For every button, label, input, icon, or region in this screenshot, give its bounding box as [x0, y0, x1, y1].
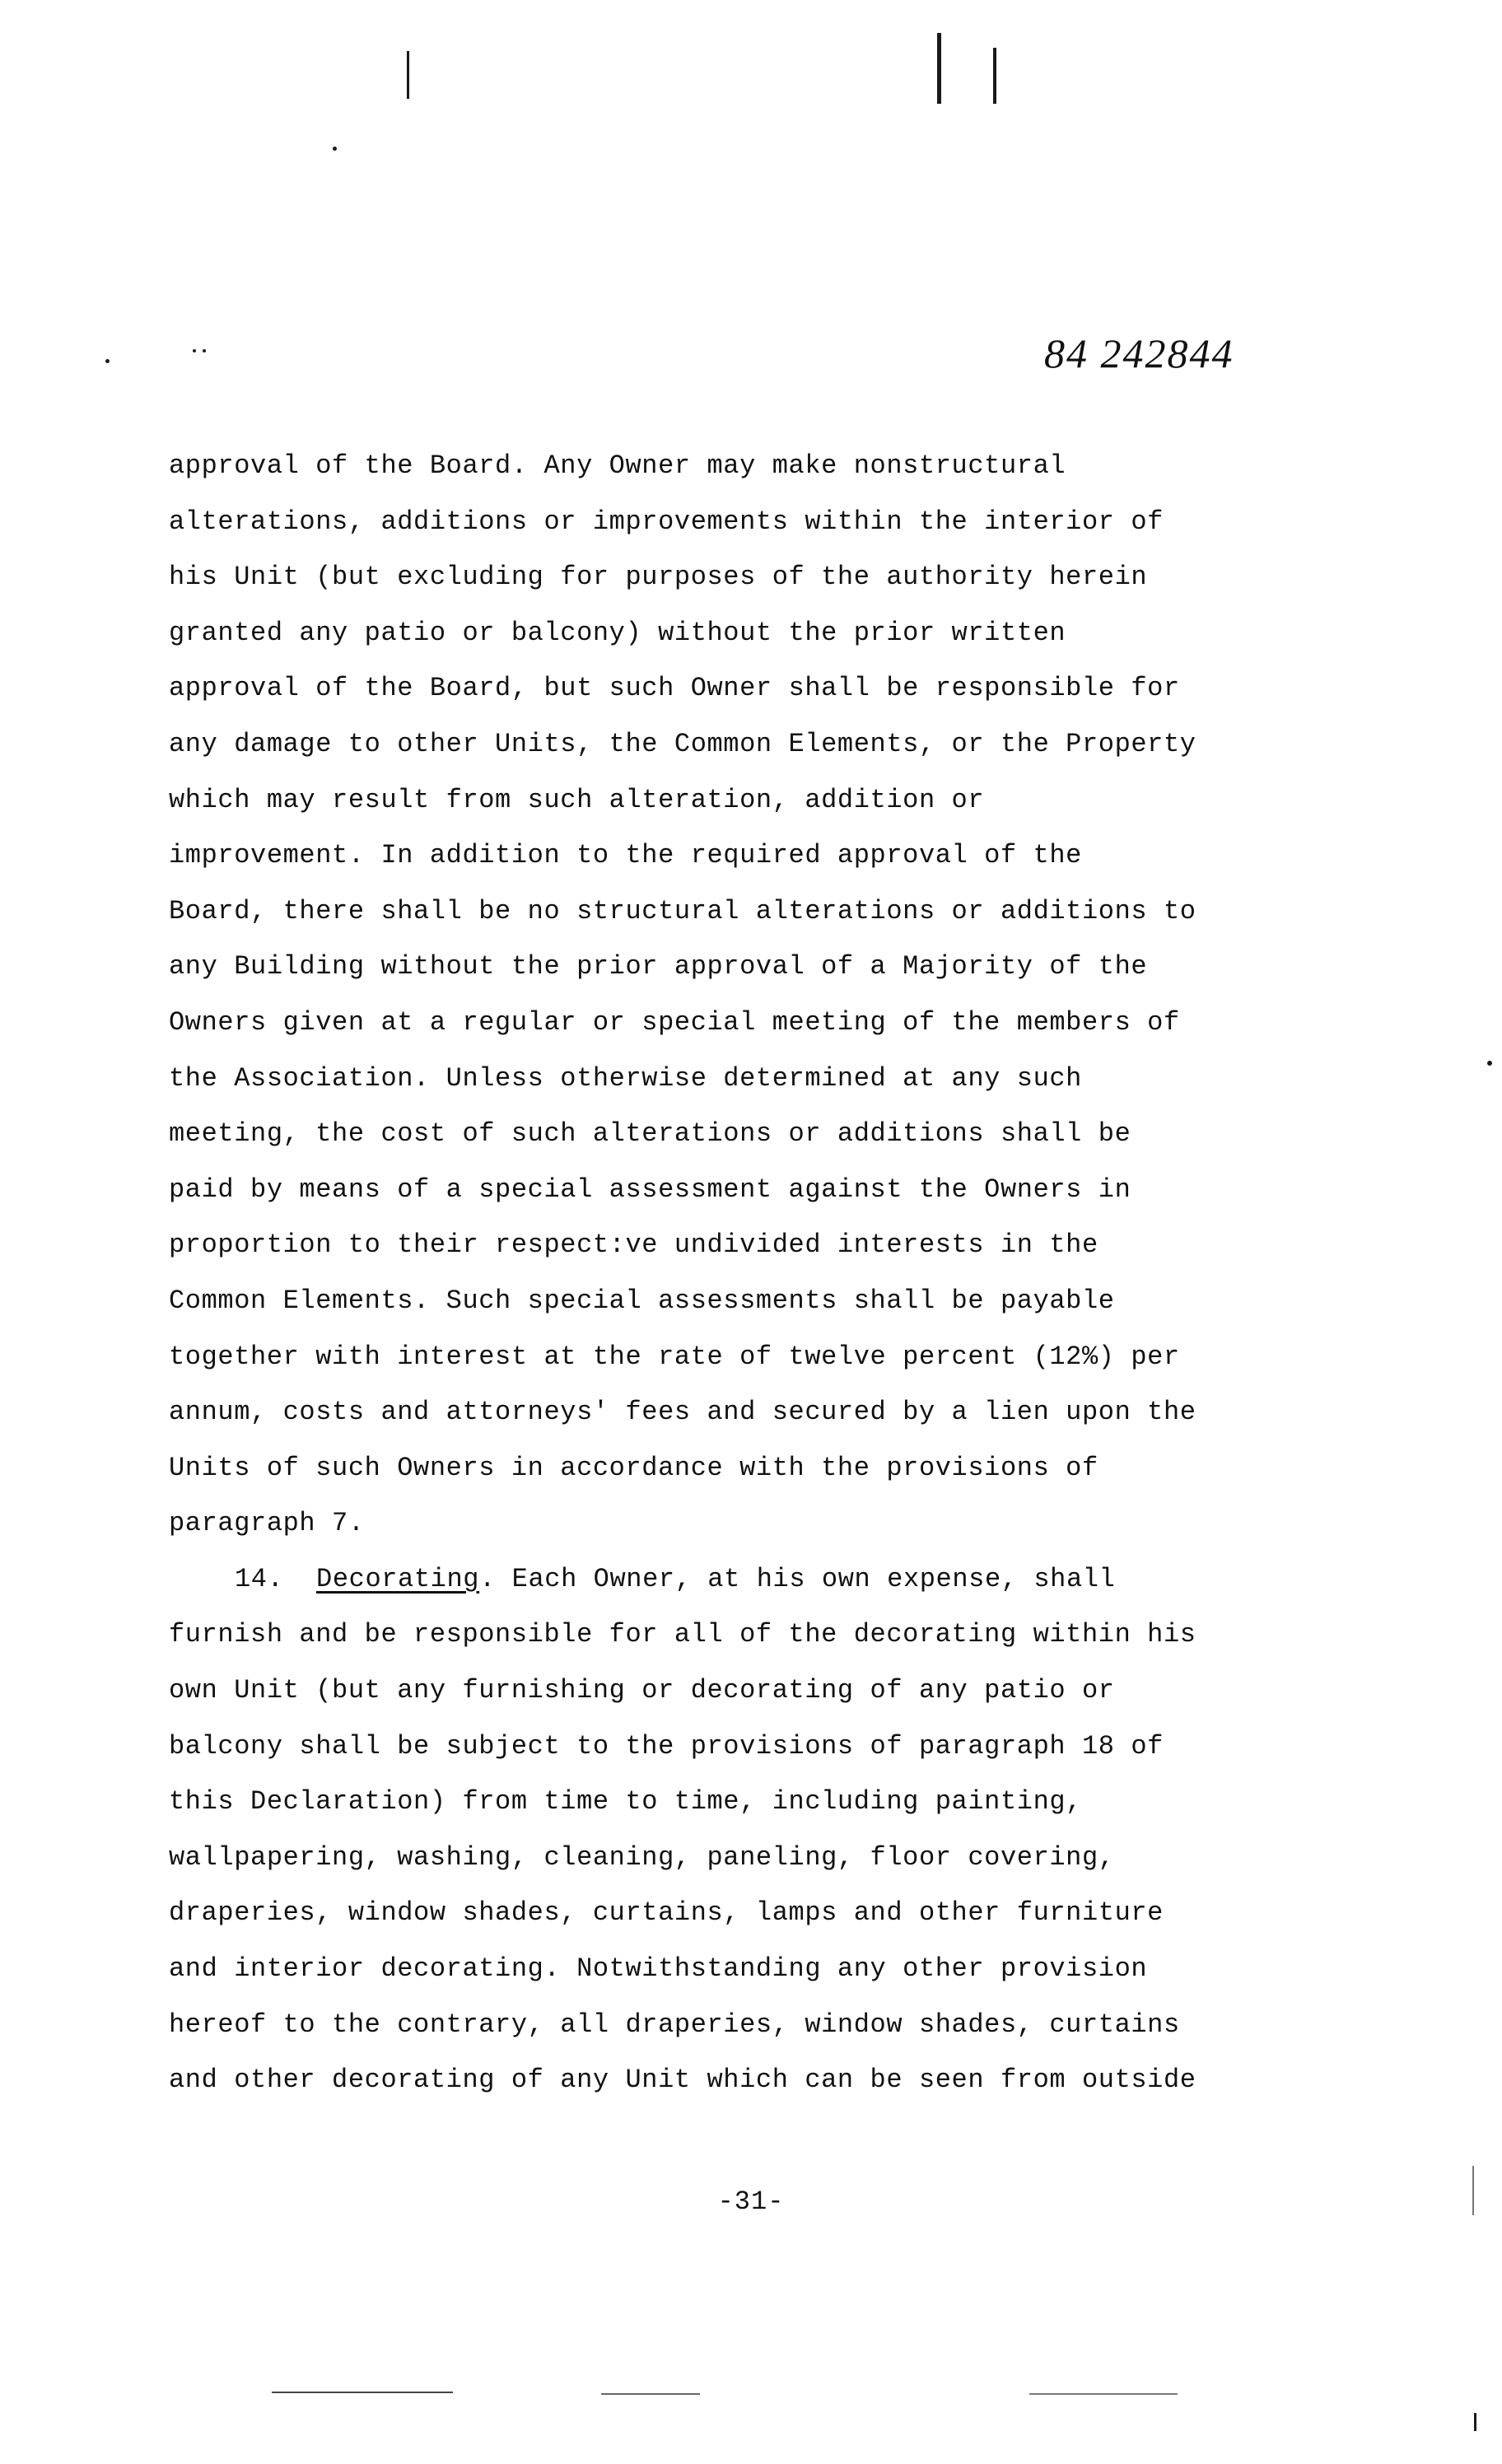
text-line: paragraph 7. [169, 1508, 365, 1539]
text-line: together with interest at the rate of twelve percent (12%) per [169, 1341, 1180, 1372]
text-line: wallpapering, washing, cleaning, paneling, floor covering, [169, 1841, 1115, 1873]
text-line: furnish and be responsible for all of the decorating within his [169, 1619, 1196, 1650]
scan-mark-center-1 [937, 33, 941, 104]
text-line: draperies, window shades, curtains, lamps and other furniture [169, 1897, 1164, 1929]
text-line: annum, costs and attorneys' fees and secured by a lien upon the [169, 1397, 1196, 1428]
scan-dot-5 [1487, 1061, 1492, 1066]
text-line: approval of the Board. Any Owner may make nonstructural [169, 450, 1066, 481]
scan-line-bottom-3 [1029, 2393, 1178, 2395]
text-line: Owners given at a regular or special meeting of the members of [169, 1006, 1180, 1038]
text-line: Units of such Owners in accordance with the provisions of [169, 1452, 1099, 1483]
text-line: any Building without the prior approval of a Majority of the [169, 951, 1148, 982]
text-line: his Unit (but excluding for purposes of the authority herein [169, 562, 1148, 593]
document-body [169, 438, 1338, 2108]
scan-bar-bottom-right [1474, 2413, 1476, 2431]
text-line: and other decorating of any Unit which can be seen from outside [169, 2065, 1196, 2096]
text-line: and interior decorating. Notwithstanding any other provision [169, 1953, 1148, 1985]
scan-dot-4 [203, 349, 206, 352]
text-line: the Association. Unless otherwise determined at any such [169, 1062, 1082, 1094]
scan-line-bottom-1 [272, 2392, 453, 2393]
page-number: -31- [717, 2186, 785, 2217]
text-line: own Unit (but any furnishing or decorating of any patio or [169, 1675, 1115, 1706]
text-line: which may result from such alteration, addition or [169, 784, 985, 815]
text-line: hereof to the contrary, all draperies, window shades, curtains [169, 2009, 1180, 2040]
section-first-line [169, 1552, 1338, 1608]
section-heading: Decorating [316, 1563, 480, 1594]
text-line: Common Elements. Such special assessments shall be payable [169, 1285, 1115, 1316]
text-line: balcony shall be subject to the provisions of paragraph 18 of [169, 1730, 1164, 1762]
scan-line-bottom-2 [601, 2393, 700, 2395]
text-line: meeting, the cost of such alterations or additions shall be [169, 1118, 1131, 1150]
text-line: approval of the Board, but such Owner shall be responsible for [169, 673, 1180, 704]
text-line: granted any patio or balcony) without the prior written [169, 617, 1066, 648]
scan-dot-2 [105, 359, 110, 363]
scan-mark-center-2 [993, 48, 996, 104]
scan-dot-3 [193, 349, 196, 352]
text-line: this Declaration) from time to time, including painting, [169, 1786, 1082, 1818]
text-line: alterations, additions or improvements within the interior of [169, 506, 1164, 537]
text-line: improvement. In addition to the required approval of the [169, 840, 1082, 871]
text-line: paid by means of a special assessment against the Owners in [169, 1174, 1131, 1205]
section-first-line-text: . Each Owner, at his own expense, shall [479, 1563, 1116, 1594]
scan-dot-1 [333, 147, 337, 151]
record-number: 84 242844 [1044, 330, 1234, 376]
text-line: Board, there shall be no structural alterations or additions to [169, 895, 1196, 926]
text-line: any damage to other Units, the Common Elements, or the Property [169, 728, 1196, 759]
text-line: proportion to their respect:ve undivided interests in the [169, 1230, 1099, 1261]
scan-mark-left [407, 51, 409, 99]
section-number: 14. [235, 1563, 284, 1594]
